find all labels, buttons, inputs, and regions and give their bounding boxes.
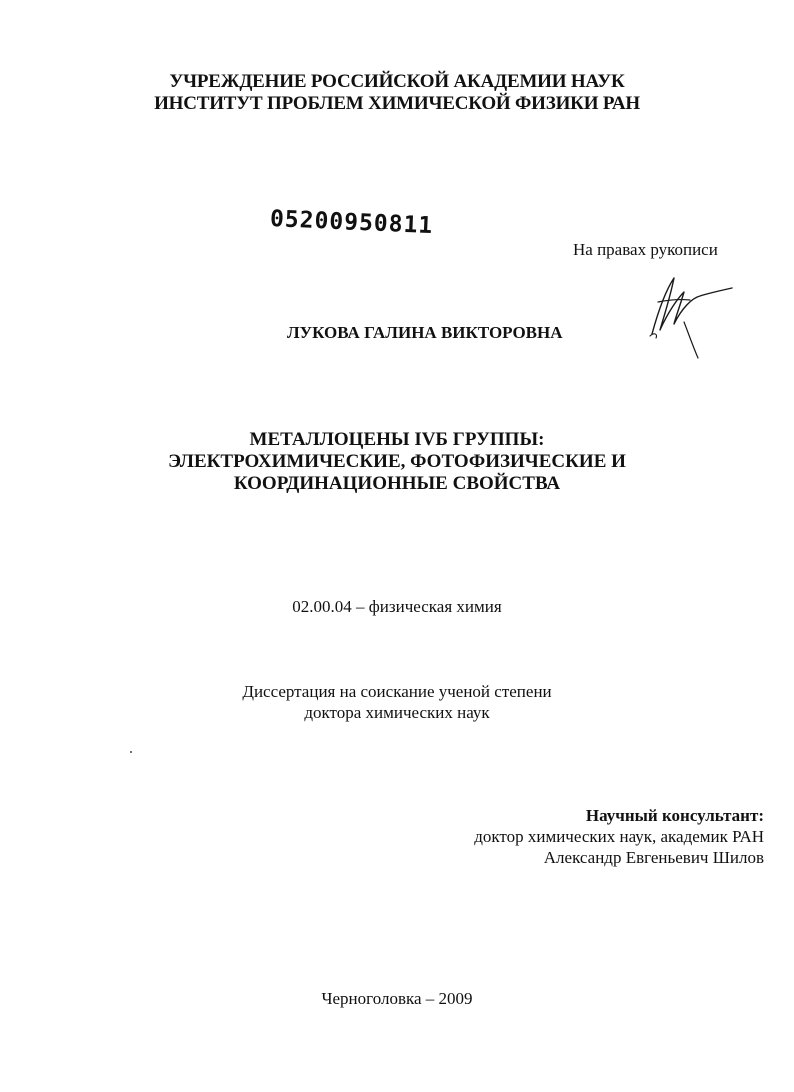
author-name: ЛУКОВА ГАЛИНА ВИКТОРОВНА xyxy=(287,323,563,342)
degree-line-2: доктора химических наук xyxy=(304,703,490,722)
specialty-code: 02.00.04 – физическая химия xyxy=(292,597,502,616)
dissertation-title-line-1: МЕТАЛЛОЦЕНЫ IVБ ГРУППЫ: xyxy=(249,429,545,450)
manuscript-rights-note: На правах рукописи xyxy=(573,240,718,259)
city-and-year: Черноголовка – 2009 xyxy=(321,989,473,1008)
dissertation-title-line-3: КООРДИНАЦИОННЫЕ СВОЙСТВА xyxy=(233,473,561,494)
dissertation-title-line-2: ЭЛЕКТРОХИМИЧЕСКИЕ, ФОТОФИЗИЧЕСКИЕ И xyxy=(168,451,626,472)
consultant-name: Александр Евгеньевич Шилов xyxy=(543,848,764,867)
archive-stamp-number: 05200950811 xyxy=(269,206,434,240)
handwritten-signature xyxy=(640,272,740,364)
institution-line-2: ИНСТИТУТ ПРОБЛЕМ ХИМИЧЕСКОЙ ФИЗИКИ РАН xyxy=(154,93,640,114)
degree-line-1: Диссертация на соискание ученой степени xyxy=(242,682,552,701)
speck-mark xyxy=(130,751,132,753)
institution-line-1: УЧРЕЖДЕНИЕ РОССИЙСКОЙ АКАДЕМИИ НАУК xyxy=(169,71,625,92)
consultant-title: доктор химических наук, академик РАН xyxy=(474,827,764,846)
consultant-label: Научный консультант: xyxy=(585,806,764,825)
